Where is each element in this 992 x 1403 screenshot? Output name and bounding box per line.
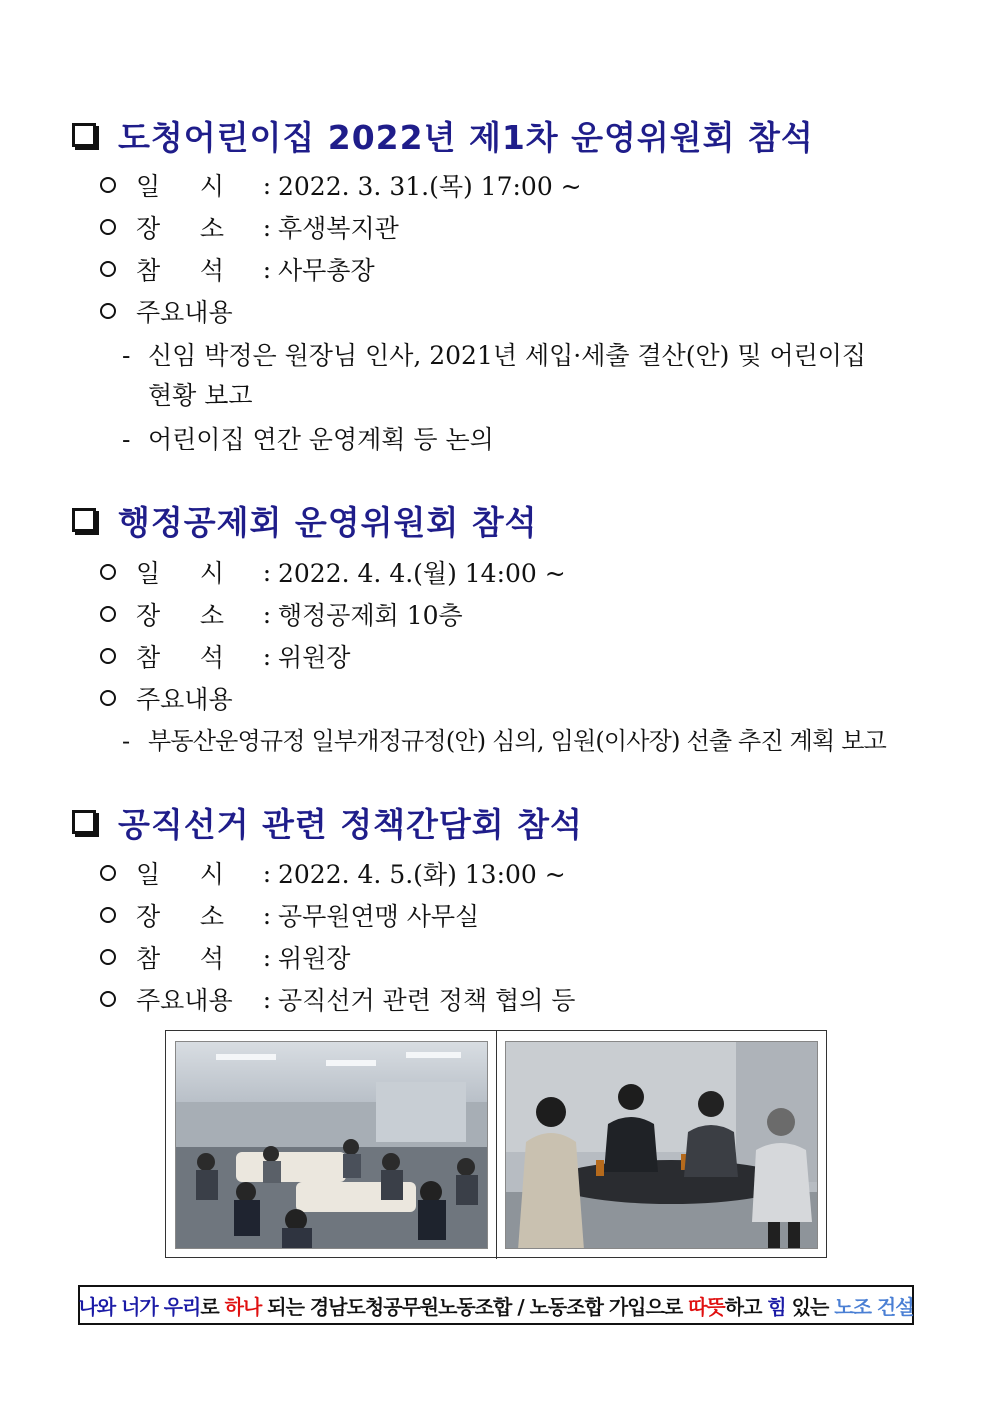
section-3-place-row [100,896,479,934]
colon: : [262,900,272,930]
dash-bullet: - [122,341,131,370]
place-label: 장 소 [136,902,225,931]
detail-text: 신임 박정은 원장님 인사, 2021년 세입·세출 결산(안) 및 어린이집 [148,341,867,370]
slogan-part: 우리 [163,1294,201,1319]
section-1-detail-1 [122,336,922,416]
content-label: 주요내용 [136,685,233,714]
section-2-title: 행정공제회 운영위원회 참석 [118,502,538,542]
section-2-header [72,498,538,542]
section-1-header [72,113,814,157]
detail-text: 어린이집 연간 운영계획 등 논의 [148,425,494,454]
colon: : [262,599,272,629]
meeting-room-photo [175,1041,488,1249]
circle-bullet-icon [100,261,116,277]
content-label: 주요내용 [136,298,233,327]
circle-bullet-icon [100,564,116,580]
section-1-content-row [100,292,233,330]
dash-bullet: - [122,425,131,454]
colon: : [262,984,272,1014]
content-label: 주요내용 [136,986,233,1015]
slogan-part: 나와 너가 [78,1294,164,1319]
section-1-title: 도청어린이집 2022년 제1차 운영위원회 참석 [118,117,814,157]
attendee-value: 위원장 [278,643,351,672]
section-2-attendee-row [100,637,350,675]
section-1-attendee-row [100,250,375,288]
detail-text: 부동산운영규정 일부개정규정(안) 심의, 임원(이사장) 선출 추진 계획 보고 [148,727,887,755]
attendee-value: 위원장 [278,944,351,973]
checkbox-square-icon [72,810,96,834]
colon: : [262,170,272,200]
circle-bullet-icon [100,865,116,881]
attendee-label: 참 석 [136,643,225,672]
policy-meeting-image [506,1042,818,1249]
section-1-date-row [100,166,582,204]
place-value: 행정공제회 10층 [278,601,463,630]
colon: : [262,557,272,587]
slogan-part: 되는 경남도청공무원노동조합 / 노동조합 가입으로 [261,1294,689,1319]
circle-bullet-icon [100,949,116,965]
footer-slogan [78,1285,914,1325]
meeting-room-image [176,1042,488,1249]
colon: : [262,858,272,888]
slogan-part: 하나 [224,1294,262,1319]
slogan-part: 있는 [785,1294,835,1319]
content-value: 공직선거 관련 정책 협의 등 [278,986,576,1015]
place-value: 후생복지관 [278,214,399,243]
photo-divider [496,1031,497,1259]
circle-bullet-icon [100,606,116,622]
slogan-part: 로 [200,1294,225,1319]
section-2-place-row [100,595,463,633]
attendee-label: 참 석 [136,256,225,285]
circle-bullet-icon [100,991,116,1007]
checkbox-square-icon [72,508,96,532]
date-label: 일 시 [136,172,225,201]
circle-bullet-icon [100,690,116,706]
section-3-date-row [100,854,566,892]
policy-meeting-photo [505,1041,818,1249]
section-2-detail-1 [122,721,942,761]
colon: : [262,641,272,671]
place-label: 장 소 [136,214,225,243]
colon: : [262,212,272,242]
section-3-title: 공직선거 관련 정책간담회 참석 [118,804,583,844]
section-3-attendee-row [100,938,350,976]
slogan-part: 노조 건설 [834,1294,914,1319]
circle-bullet-icon [100,303,116,319]
section-3-content-row [100,980,575,1018]
section-1-detail-2 [122,420,922,460]
photo-frame [165,1030,827,1258]
slogan-part: 따뜻 [688,1294,725,1319]
section-2-content-row [100,679,233,717]
attendee-label: 참 석 [136,944,225,973]
colon: : [262,942,272,972]
colon: : [262,254,272,284]
circle-bullet-icon [100,219,116,235]
date-label: 일 시 [136,860,225,889]
slogan-part: 하고 [724,1294,768,1319]
date-value: 2022. 3. 31.(목) 17:00 ~ [278,172,582,201]
section-1-place-row [100,208,399,246]
attendee-value: 사무총장 [278,256,375,285]
date-value: 2022. 4. 5.(화) 13:00 ~ [278,860,566,889]
circle-bullet-icon [100,907,116,923]
section-3-header [72,800,583,844]
dash-bullet: - [122,727,130,755]
checkbox-square-icon [72,123,96,147]
detail-text-continued: 현황 보고 [148,381,253,410]
section-2-date-row [100,553,566,591]
circle-bullet-icon [100,177,116,193]
date-value: 2022. 4. 4.(월) 14:00 ~ [278,559,566,588]
date-label: 일 시 [136,559,225,588]
place-label: 장 소 [136,601,225,630]
slogan-part: 힘 [767,1294,786,1319]
place-value: 공무원연맹 사무실 [278,902,480,931]
circle-bullet-icon [100,648,116,664]
